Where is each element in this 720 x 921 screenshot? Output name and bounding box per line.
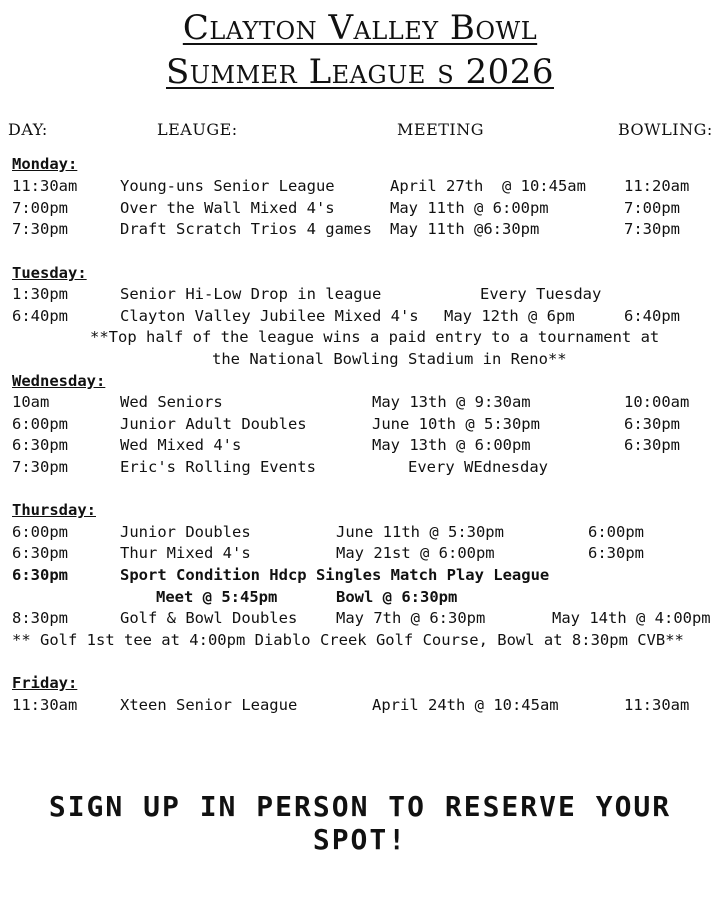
day-label-thursday: Thursday: bbox=[12, 501, 96, 519]
thu-sport-meet: Meet @ 5:45pm bbox=[156, 588, 278, 606]
mon-row-2-bowling: 7:00pm bbox=[624, 199, 680, 217]
wed-row-3-time: 6:30pm bbox=[12, 436, 68, 454]
day-label-friday: Friday: bbox=[12, 674, 78, 692]
thu-golf-time: 8:30pm bbox=[12, 609, 68, 627]
thu-golf-note: ** Golf 1st tee at 4:00pm Diablo Creek Golf Course, Bowl at 8:30pm CVB** bbox=[12, 631, 684, 649]
signup-banner: SIGN UP IN PERSON TO RESERVE YOUR SPOT! bbox=[48, 790, 672, 856]
mon-row-3-meeting: May 11th @6:30pm bbox=[390, 220, 540, 238]
tue-row-2-league: Clayton Valley Jubilee Mixed 4's bbox=[120, 307, 419, 325]
thu-row-1-meeting: June 11th @ 5:30pm bbox=[336, 523, 504, 541]
wed-row-1-bowling: 10:00am bbox=[624, 393, 690, 411]
thu-row-1-league: Junior Doubles bbox=[120, 523, 251, 541]
wed-row-4-time: 7:30pm bbox=[12, 458, 68, 476]
mon-row-1-league: Young-uns Senior League bbox=[120, 177, 335, 195]
thu-row-2-bowling: 6:30pm bbox=[588, 544, 644, 562]
thu-sport-league: Sport Condition Hdcp Singles Match Play League bbox=[120, 566, 550, 584]
fri-row-1-meeting: April 24th @ 10:45am bbox=[372, 696, 559, 714]
mon-row-3-bowling: 7:30pm bbox=[624, 220, 680, 238]
thu-row-2-time: 6:30pm bbox=[12, 544, 68, 562]
tue-row-1-league: Senior Hi-Low Drop in league bbox=[120, 285, 382, 303]
wed-row-4-league: Eric's Rolling Events bbox=[120, 458, 316, 476]
thu-golf-bowling: May 14th @ 4:00pm bbox=[552, 609, 711, 627]
wed-row-2-time: 6:00pm bbox=[12, 415, 68, 433]
wed-row-1-meeting: May 13th @ 9:30am bbox=[372, 393, 531, 411]
mon-row-1-meeting: April 27th @ 10:45am bbox=[390, 177, 586, 195]
mon-row-2-league: Over the Wall Mixed 4's bbox=[120, 199, 335, 217]
thu-sport-time: 6:30pm bbox=[12, 566, 68, 584]
thu-golf-meeting: May 7th @ 6:30pm bbox=[336, 609, 486, 627]
mon-row-2-time: 7:00pm bbox=[12, 199, 68, 217]
thu-row-1-time: 6:00pm bbox=[12, 523, 68, 541]
day-label-tuesday: Tuesday: bbox=[12, 264, 87, 282]
thu-golf-league: Golf & Bowl Doubles bbox=[120, 609, 298, 627]
mon-row-1-bowling: 11:20am bbox=[624, 177, 690, 195]
wed-row-1-time: 10am bbox=[12, 393, 50, 411]
tue-row-2-time: 6:40pm bbox=[12, 307, 68, 325]
title-line-1 bbox=[0, 8, 720, 48]
wed-row-2-meeting: June 10th @ 5:30pm bbox=[372, 415, 540, 433]
title-line-2-text: Summer League s 2026 bbox=[166, 52, 554, 92]
header-meeting: MEETING bbox=[397, 120, 485, 139]
wed-row-3-bowling: 6:30pm bbox=[624, 436, 680, 454]
wed-row-2-bowling: 6:30pm bbox=[624, 415, 680, 433]
mon-row-3-time: 7:30pm bbox=[12, 220, 68, 238]
header-bowling: BOWLING: bbox=[618, 120, 713, 139]
tue-row-1-meeting: Every Tuesday bbox=[480, 285, 602, 303]
header-day: DAY: bbox=[8, 120, 48, 139]
tue-row-1-time: 1:30pm bbox=[12, 285, 68, 303]
mon-row-1-time: 11:30am bbox=[12, 177, 78, 195]
wed-row-4-meeting: Every WEdnesday bbox=[408, 458, 548, 476]
fri-row-1-bowling: 11:30am bbox=[624, 696, 690, 714]
wed-row-3-league: Wed Mixed 4's bbox=[120, 436, 242, 454]
fri-row-1-time: 11:30am bbox=[12, 696, 78, 714]
tue-note-line-1: **Top half of the league wins a paid entry to a tournament at bbox=[90, 328, 660, 346]
thu-row-1-bowling: 6:00pm bbox=[588, 523, 644, 541]
fri-row-1-league: Xteen Senior League bbox=[120, 696, 298, 714]
wed-row-3-meeting: May 13th @ 6:00pm bbox=[372, 436, 531, 454]
tue-row-2-bowling: 6:40pm bbox=[624, 307, 680, 325]
title-line-1-text: Clayton Valley Bowl bbox=[182, 8, 538, 48]
wed-row-2-league: Junior Adult Doubles bbox=[120, 415, 307, 433]
thu-row-2-league: Thur Mixed 4's bbox=[120, 544, 251, 562]
day-label-wednesday: Wednesday: bbox=[12, 372, 106, 390]
thu-sport-bowl: Bowl @ 6:30pm bbox=[336, 588, 458, 606]
header-league: LEAUGE: bbox=[157, 120, 238, 139]
thu-row-2-meeting: May 21st @ 6:00pm bbox=[336, 544, 495, 562]
title-line-2 bbox=[0, 52, 720, 92]
tue-row-2-meeting: May 12th @ 6pm bbox=[444, 307, 575, 325]
day-label-monday: Monday: bbox=[12, 155, 78, 173]
tue-note-line-2: the National Bowling Stadium in Reno** bbox=[212, 350, 567, 368]
wed-row-1-league: Wed Seniors bbox=[120, 393, 223, 411]
mon-row-3-league: Draft Scratch Trios 4 games bbox=[120, 220, 372, 238]
mon-row-2-meeting: May 11th @ 6:00pm bbox=[390, 199, 549, 217]
